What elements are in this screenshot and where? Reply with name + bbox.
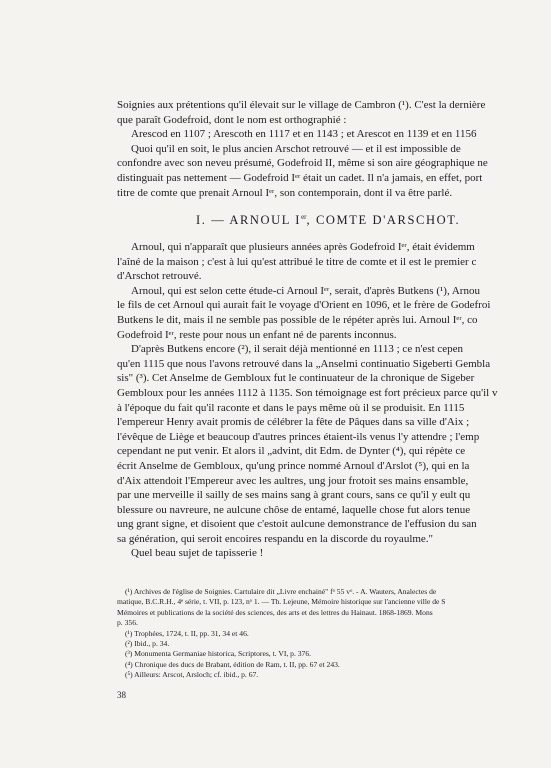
- section-body: [117, 240, 551, 561]
- text-line: sis" (³). Cet Anselme de Gembloux fut le continuateur de la chronique de Sigeber: [117, 372, 475, 385]
- text-line: à l'époque du fait qu'il raconte et dans le pays même où il se produisit. En 1115: [117, 401, 465, 414]
- text-line: Gembloux pour les années 1112 à 1135. Son témoignage est fort précieux parce qu'il v: [117, 386, 498, 399]
- footnote-line: Mémoires et publications de la société des sciences, des arts et des lettres du Hainaut. 1868-1869. Mons: [117, 607, 433, 617]
- text-line: par une merveille il sailly de ses mains sang à grant cours, sans ce qu'il y eult qu: [117, 489, 471, 502]
- footnotes: [117, 587, 551, 681]
- heading-suffix: , COMTE D'ARSCHOT.: [306, 213, 461, 228]
- text-line: blessure ou navreure, ne aulcune chôse de entamé, laquelle chose fut alors tenue: [117, 503, 471, 516]
- text-line: d'Arschot retrouvé.: [117, 270, 202, 283]
- text-line: cependant ne put venir. Et alors il „advint, dit Edm. de Dynter (⁴), qui répète ce: [117, 445, 466, 458]
- footnote: (⁵) Ailleurs: Arscot, Arsloch; cf. ibid., p. 67.: [125, 670, 259, 680]
- text-line: Godefroid Iᵉʳ, reste pour nous un enfant né de parents inconnus.: [117, 328, 397, 341]
- footnote: (¹) Archives de l'église de Soignies. Cartulaire dit „Livre enchainé" fᵒ 55 vᵒ. - A. Wauters, Analectes de: [125, 587, 437, 596]
- footnote-line: p. 356.: [117, 618, 138, 628]
- text-line: Quel beau sujet de tapisserie !: [131, 547, 264, 560]
- text-line: titre de comte que prenait Arnoul Iᵉʳ, son contemporain, dont il va être parlé.: [117, 186, 453, 199]
- footnote: (¹) Trophées, 1724, t. II, pp. 31, 34 et 46.: [125, 628, 249, 638]
- intro-paragraph: [117, 98, 551, 200]
- text-line: Arnoul, qui est selon cette étude-ci Arnoul Iᵉʳ, serait, d'après Butkens (¹), Arnou: [131, 284, 480, 297]
- heading-prefix: I. — ARNOUL I: [196, 213, 302, 228]
- text-line: Arescod en 1107 ; Arescoth en 1117 et en 1143 ; et Arescot en 1139 et en 1156: [131, 128, 477, 141]
- footnote: (²) Ibid., p. 34.: [125, 639, 170, 649]
- footnote-line: matique, B.C.R.H., 4ᵉ série, t. VII, p. 123, nᵒ 1. — Th. Lejeune, Mémoire historique sur l'ancienne ville de S: [117, 597, 446, 607]
- text-line: l'empereur Henry avait promis de célébrer la fête de Pâques dans sa ville d'Aix ;: [117, 416, 470, 429]
- text-line: le fils de cet Arnoul qui aurait fait le voyage d'Orient en 1096, et le frère de Godefroi: [117, 299, 491, 312]
- text-line: qu'en 1115 que nous l'avons retrouvé dans la „Anselmi continuatio Sigeberti Gembla: [117, 357, 491, 370]
- section-heading: [196, 213, 460, 228]
- text-line: écrit Anselme de Gembloux, qu'ung prince nommé Arnoul d'Arslot (⁵), qui en la: [117, 459, 470, 472]
- heading-superscript: er: [301, 213, 307, 221]
- footnote: (³) Monumenta Germaniae historica, Scriptores, t. VI, p. 376.: [125, 649, 312, 659]
- text-line: l'évêque de Liège et beaucoup d'autres princes étaient-ils venus l'y attendre ; l'emp: [117, 430, 480, 443]
- text-line: D'après Butkens encore (²), il serait déjà mentionné en 1113 ; ce n'est cepen: [131, 343, 464, 356]
- text-line: Soignies aux prétentions qu'il élevait sur le village de Cambron (¹). C'est la dernière: [117, 99, 486, 111]
- text-line: l'aîné de la maison ; c'est à lui qu'est attribué le titre de comte et il est le premier c: [117, 255, 477, 268]
- page-number: 38: [117, 690, 126, 700]
- text-line: confondre avec son neveu présumé, Godefroid II, même si son aire géographique ne: [117, 157, 488, 170]
- text-line: Quoi qu'il en soit, le plus ancien Arschot retrouvé — et il est impossible de: [131, 142, 461, 155]
- footnote: (⁴) Chronique des ducs de Brabant, édition de Ram, t. II, pp. 67 et 243.: [125, 659, 340, 669]
- text-line: Arnoul, qui n'apparaît que plusieurs années après Godefroid Iᵉʳ, était évidemm: [131, 241, 475, 253]
- text-line: distinguait pas nettement — Godefroid Iᵉʳ était un cadet. Il n'a jamais, en effet, port: [117, 171, 483, 184]
- text-line: Butkens le dit, mais il ne semble pas possible de le répéter après lui. Arnoul Iᵉʳ, co: [117, 313, 478, 326]
- text-line: que paraît Godefroid, dont le nom est orthographié :: [117, 113, 347, 126]
- text-line: d'Aix attendoit l'Empereur avec les aultres, ung jour frotoit ses mains ensamble,: [117, 474, 469, 487]
- text-line: ung grant signe, et disoient que c'estoit aulcune demonstrance de l'effusion du san: [117, 518, 477, 531]
- text-line: sa génération, qui seroit encoires respandu en la discorde du royaulme.": [117, 532, 434, 545]
